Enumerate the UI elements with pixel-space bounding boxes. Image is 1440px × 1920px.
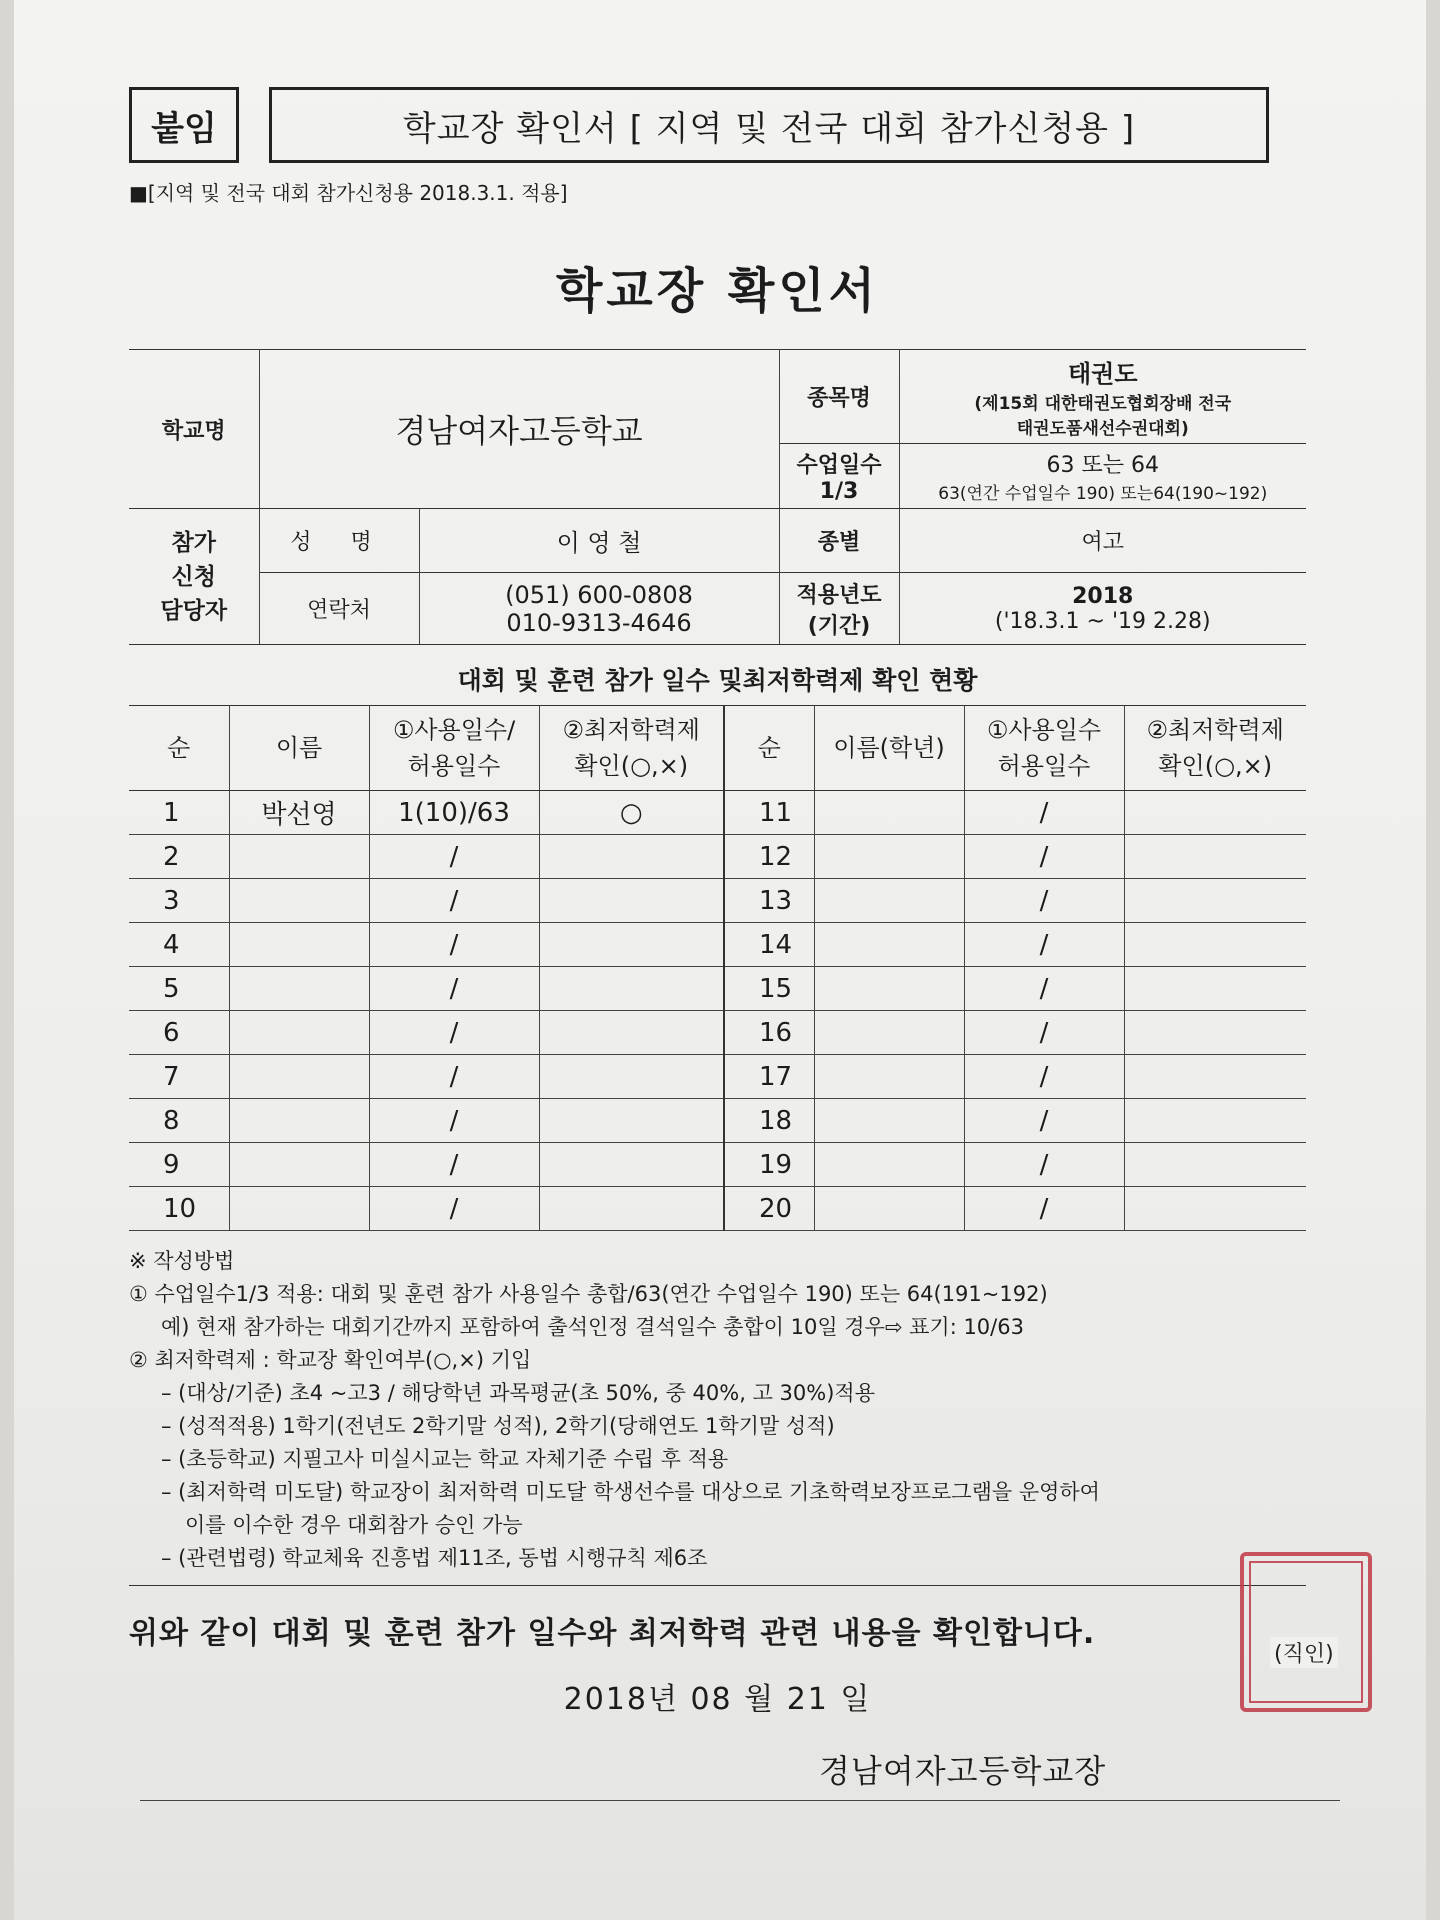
table-cell [229, 879, 369, 923]
table-row [129, 791, 1306, 835]
phone-cell [419, 573, 779, 645]
event-cell [899, 350, 1306, 444]
table-cell [814, 923, 964, 967]
instructions [129, 1245, 1306, 1575]
table-row [129, 1055, 1306, 1099]
table-cell: / [964, 791, 1124, 835]
instruction-line: ① 수업일수1/3 적용: 대회 및 훈련 참가 사용일수 총합/63(연간 수업일수 190) 또는 64(191~192) [129, 1282, 1048, 1306]
table-row [129, 1187, 1306, 1231]
table-cell: 12 [724, 835, 814, 879]
instruction-line: – (최저학력 미도달) 학교장이 최저학력 미도달 학생선수를 대상으로 기초학력보장프로그램을 운영하여 [161, 1480, 1100, 1504]
table-cell: 3 [129, 879, 229, 923]
table-cell: / [964, 879, 1124, 923]
table-cell: 19 [724, 1143, 814, 1187]
year-label-1: 적용년도 [796, 582, 882, 608]
year-value-2: ('18.3.1 ~ '19 2.28) [994, 608, 1211, 634]
event-label: 종목명 [779, 350, 899, 444]
subnote: ■[지역 및 전국 대회 참가신청용 2018.3.1. 적용] [129, 181, 568, 205]
table-cell: 10 [129, 1187, 229, 1231]
header-cell: 이름 [229, 706, 369, 791]
table-cell [229, 1143, 369, 1187]
header-cell: ②최저학력제 확인(○,×) [539, 706, 724, 791]
document-page [14, 0, 1426, 1920]
table-cell [539, 1011, 724, 1055]
table-cell: 6 [129, 1011, 229, 1055]
table-row [129, 879, 1306, 923]
table-cell: / [369, 879, 539, 923]
status-header-row [129, 706, 1306, 791]
table-cell [814, 791, 964, 835]
table-cell [1124, 1055, 1306, 1099]
phone-value-1: (051) 600-0808 [505, 580, 693, 609]
official-seal-icon [1240, 1552, 1372, 1712]
name-value: 이 영 철 [419, 509, 779, 573]
table-row [129, 967, 1306, 1011]
table-cell [539, 1187, 724, 1231]
table-cell [539, 1055, 724, 1099]
table-cell [1124, 923, 1306, 967]
table-cell [814, 1143, 964, 1187]
table-cell [1124, 835, 1306, 879]
instruction-line: 이를 이수한 경우 대회참가 승인 가능 [185, 1513, 523, 1537]
instruction-line: – (성적적용) 1학기(전년도 2학기말 성적), 2학기(당해연도 1학기말 성적) [161, 1414, 835, 1438]
table-cell: 8 [129, 1099, 229, 1143]
table-cell: 16 [724, 1011, 814, 1055]
table-cell [539, 967, 724, 1011]
table-row [129, 923, 1306, 967]
table-cell: 18 [724, 1099, 814, 1143]
table-cell [814, 967, 964, 1011]
days-label [779, 444, 899, 509]
table-cell: / [369, 967, 539, 1011]
table-cell [814, 1187, 964, 1231]
days-value-2: 63(연간 수업일수 190) 또는64(190~192) [938, 484, 1268, 504]
contact-label-1: 참가 [171, 529, 216, 556]
table-cell [229, 1187, 369, 1231]
table-cell: 20 [724, 1187, 814, 1231]
table-cell [539, 923, 724, 967]
instruction-line: – (초등학교) 지필고사 미실시교는 학교 자체기준 수립 후 적용 [161, 1447, 729, 1471]
instruction-line: 예) 현재 참가하는 대회기간까지 포함하여 출석인정 결석일수 총합이 10일 경우⇨ 표기: 10/63 [161, 1315, 1024, 1339]
header-cell: ②최저학력제 확인(○,×) [1124, 706, 1306, 791]
table-cell [1124, 1143, 1306, 1187]
table-cell: / [964, 1099, 1124, 1143]
instruction-line: – (대상/기준) 초4 ~고3 / 해당학년 과목평균(초 50%, 중 40%, 고 30%)적용 [161, 1381, 875, 1405]
event-value: 태권도 [1067, 360, 1138, 388]
year-cell [899, 573, 1306, 645]
school-value: 경남여자고등학교 [259, 350, 779, 509]
bottom-line [140, 1800, 1340, 1801]
table-cell [229, 1099, 369, 1143]
attachment-tag: 붙임 [129, 87, 239, 163]
table-cell: 7 [129, 1055, 229, 1099]
table-cell: / [964, 1187, 1124, 1231]
contact-label-3: 담당자 [160, 597, 228, 624]
status-title: 대회 및 훈련 참가 일수 및최저학력제 확인 현황 [457, 666, 978, 695]
type-label: 종별 [779, 509, 899, 573]
phone-value-2: 010-9313-4646 [506, 608, 692, 637]
table-cell [229, 967, 369, 1011]
table-cell [814, 835, 964, 879]
table-row [129, 835, 1306, 879]
phone-label: 연락처 [259, 573, 419, 645]
table-cell [539, 1143, 724, 1187]
year-label [779, 573, 899, 645]
table-cell: / [964, 1011, 1124, 1055]
contact-label-2: 신청 [171, 563, 216, 590]
table-cell: 14 [724, 923, 814, 967]
instructions-heading: ※ 작성방법 [129, 1249, 235, 1273]
table-cell: 11 [724, 791, 814, 835]
table-cell: 박선영 [229, 791, 369, 835]
table-cell [229, 835, 369, 879]
table-cell [814, 1011, 964, 1055]
table-cell: / [369, 1187, 539, 1231]
header-cell: ①사용일수 허용일수 [964, 706, 1124, 791]
table-cell: 9 [129, 1143, 229, 1187]
days-value-cell [899, 444, 1306, 509]
instruction-line: – (관련법령) 학교체육 진흥법 제11조, 동법 시행규칙 제6조 [161, 1546, 708, 1570]
table-cell [1124, 791, 1306, 835]
header-cell: 순 [129, 706, 229, 791]
table-cell: / [369, 923, 539, 967]
header-cell: 이름(학년) [814, 706, 964, 791]
divider-line [129, 1585, 1306, 1586]
table-cell [229, 1055, 369, 1099]
table-cell [539, 835, 724, 879]
header-cell: ①사용일수/ 허용일수 [369, 706, 539, 791]
table-cell: 5 [129, 967, 229, 1011]
table-cell: / [369, 1011, 539, 1055]
table-row [129, 1011, 1306, 1055]
table-cell: / [369, 835, 539, 879]
name-label: 성 명 [259, 509, 419, 573]
table-cell [1124, 967, 1306, 1011]
table-cell: 4 [129, 923, 229, 967]
year-label-2: (기간) [807, 613, 871, 639]
table-cell: 1 [129, 791, 229, 835]
table-cell: / [964, 1143, 1124, 1187]
table-cell: 17 [724, 1055, 814, 1099]
table-cell [539, 1099, 724, 1143]
table-cell [1124, 1099, 1306, 1143]
header-row [129, 87, 1306, 163]
table-cell: / [369, 1055, 539, 1099]
main-title: 학교장 확인서 [556, 263, 879, 319]
status-table [129, 705, 1306, 1231]
table-cell: 2 [129, 835, 229, 879]
table-cell: / [369, 1143, 539, 1187]
table-cell: / [964, 967, 1124, 1011]
table-cell [229, 1011, 369, 1055]
table-cell: / [964, 835, 1124, 879]
table-cell [814, 1055, 964, 1099]
table-cell [814, 879, 964, 923]
table-cell: 15 [724, 967, 814, 1011]
year-value-1: 2018 [1072, 583, 1134, 609]
table-cell [1124, 879, 1306, 923]
info-table [129, 349, 1306, 645]
header-title: 학교장 확인서 [ 지역 및 전국 대회 참가신청용 ] [269, 87, 1269, 163]
table-cell: 1(10)/63 [369, 791, 539, 835]
table-cell [229, 923, 369, 967]
instruction-line: ② 최저학력제 : 학교장 확인여부(○,×) 기입 [129, 1348, 532, 1372]
table-cell [1124, 1011, 1306, 1055]
table-cell [1124, 1187, 1306, 1231]
table-cell: / [964, 1055, 1124, 1099]
date-text: 2018년 08 월 21 일 [563, 1682, 872, 1717]
table-row [129, 1099, 1306, 1143]
table-cell: ○ [539, 791, 724, 835]
event-detail-1: (제15회 대한태권도협회장배 전국 [974, 394, 1232, 414]
confirmation-statement: 위와 같이 대회 및 훈련 참가 일수와 최저학력 관련 내용을 확인합니다. [129, 1616, 1096, 1651]
header-cell: 순 [724, 706, 814, 791]
table-cell: 13 [724, 879, 814, 923]
table-cell [539, 879, 724, 923]
days-label-1: 수업일수 [796, 453, 882, 478]
contact-label [129, 509, 259, 645]
table-cell [814, 1099, 964, 1143]
event-detail-2: 태권도품새선수권대회) [1016, 419, 1189, 439]
table-cell: / [369, 1099, 539, 1143]
seal-label: (직인) [1270, 1637, 1338, 1668]
days-value-1: 63 또는 64 [1046, 453, 1159, 478]
table-cell: / [964, 923, 1124, 967]
principal-name: 경남여자고등학교장 [819, 1752, 1107, 1790]
days-label-2: 1/3 [819, 479, 859, 504]
school-label: 학교명 [129, 350, 259, 509]
table-row [129, 1143, 1306, 1187]
status-body [129, 791, 1306, 1231]
type-value: 여고 [899, 509, 1306, 573]
